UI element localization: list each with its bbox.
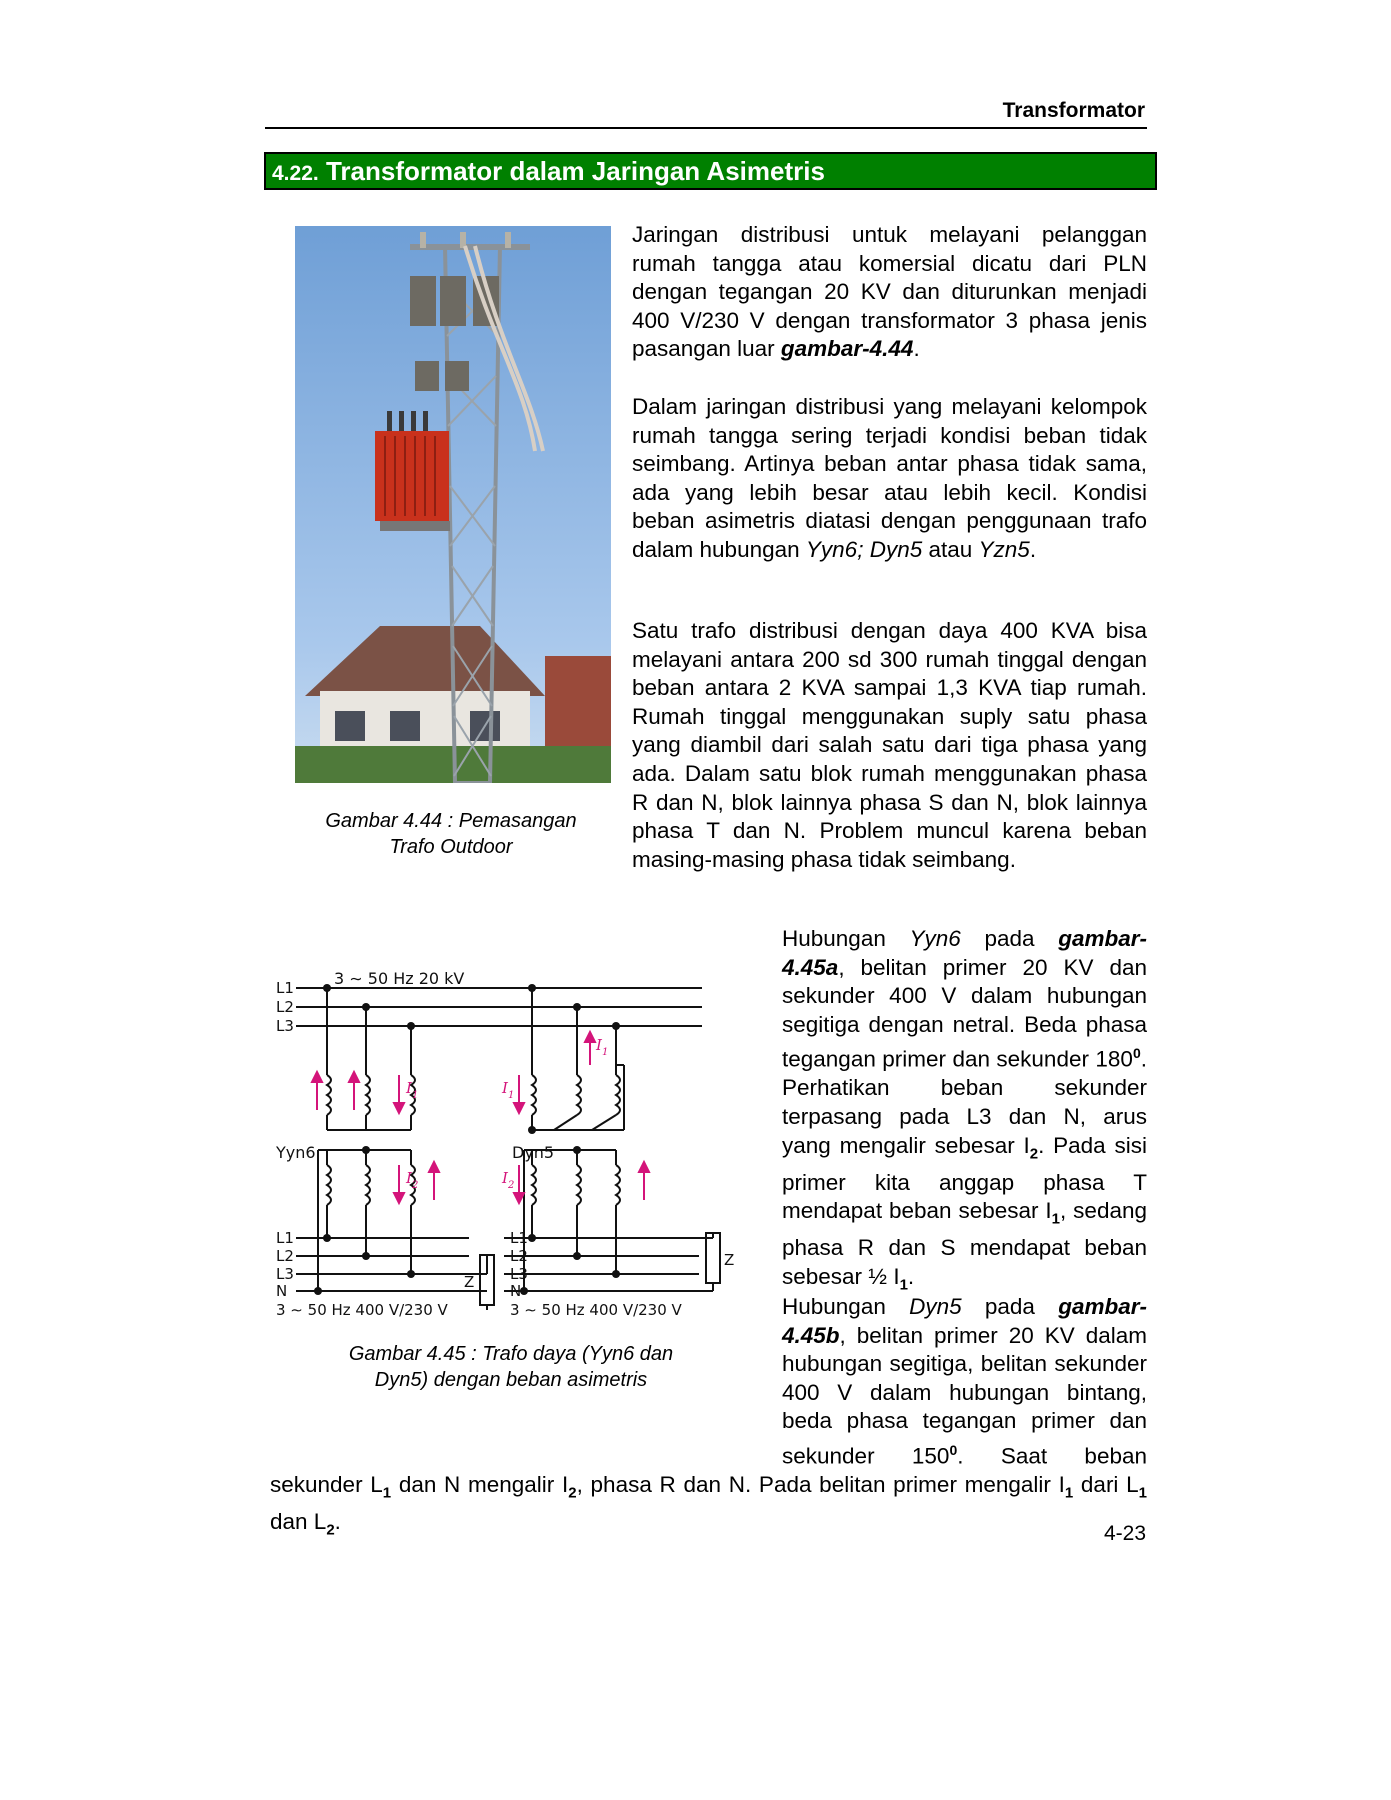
p5-degree: 0	[949, 1441, 958, 1458]
paragraph-3-text: Satu trafo distribusi dengan daya 400 KVA bisa melayani antara 200 sd 300 rumah tinggal dengan beban antara 2 KVA sampai 1,3 KVA tiap rumah. Rumah tinggal menggunakan suply satu phasa yang diambil dari salah satu dari tiga phasa yang ada. Dalam satu blok rumah menggunakan phasa R dan N, blok lainnya phasa S dan N, blok lainnya phasa T dan N. Problem muncul karena beban masing-masing phasa tidak seimbang.	[632, 618, 1147, 872]
p4-e: . Pada sisi primer kita anggap phasa T mendapat beban sebesar I	[782, 1132, 1147, 1224]
figure-ref-4-45a: gambar-4.45a	[782, 926, 1147, 980]
paragraph-2-text: Dalam jaringan distribusi yang melayani kelompok rumah tangga sering terjadi kondisi beban tidak seimbang. Artinya beban antar phasa tidak sama, ada yang lebih besar atau lebih kecil. Kondisi beban asimetris diatasi dengan penggunaan trafo dalam hubungan	[632, 394, 1147, 562]
paragraph-1	[632, 221, 1147, 364]
dia-label-l3-lv-b: L3	[510, 1265, 528, 1283]
p5-g: dari L	[1073, 1472, 1139, 1498]
dia-label-yyn6: Yyn6	[276, 1143, 316, 1162]
p5-d: . Saat beban sekunder L	[270, 1443, 1147, 1498]
dia-label-i1-sub-dyn5: 1	[508, 1090, 515, 1101]
p5-f: , phasa R dan N. Pada belitan primer mengalir I	[576, 1472, 1065, 1498]
dia-label-i2-yyn6: I	[406, 1169, 412, 1187]
figure-4-44-caption-line2: Trafo Outdoor	[389, 836, 513, 858]
dia-label-i1-yyn6: I	[406, 1079, 412, 1097]
figure-ref-4-44: gambar-4.44	[780, 336, 914, 362]
p5-e: dan N mengalir I	[391, 1472, 569, 1498]
paragraph-1-text: Jaringan distribusi untuk melayani pelanggan rumah tangga atau komersial dicatu dari PLN dengan tegangan 20 KV dan diturunkan menjadi 400 V/230 V dengan transformator 3 phasa jenis pasangan luar	[632, 222, 1147, 362]
p4-a: Hubungan	[782, 926, 910, 951]
p5-b: pada	[961, 1294, 1059, 1319]
figure-4-45-caption	[300, 1341, 722, 1393]
paragraph-2-or: atau	[922, 536, 979, 562]
dia-label-l3-lv-a: L3	[276, 1265, 294, 1283]
dia-label-i1-dyn5: I	[502, 1079, 508, 1097]
dia-label-i2-sub-dyn5: 2	[508, 1180, 515, 1191]
dia-label-supply-hv: 3 ∼ 50 Hz 20 kV	[334, 969, 465, 988]
paragraph-1-end: .	[913, 336, 920, 362]
p4-degree: 0	[1132, 1045, 1141, 1062]
dia-label-n-lv-a: N	[276, 1282, 288, 1300]
figure-4-45-caption-line2: Dyn5) dengan beban asimetris	[374, 1369, 648, 1391]
p4-g: .	[907, 1264, 915, 1290]
running-header	[265, 95, 1147, 129]
dia-label-l2-hv: L2	[276, 998, 294, 1016]
dia-label-i1-top-dyn5: I	[596, 1036, 602, 1054]
dia-label-z-a: Z	[464, 1273, 475, 1291]
p5-h: dan L	[270, 1509, 327, 1535]
paragraph-3	[632, 617, 1147, 874]
p5-s2: 2	[568, 1484, 577, 1502]
p4-b: pada	[960, 926, 1059, 951]
dia-label-i1-top-sub-dyn5: 1	[602, 1047, 609, 1058]
p4-f: , sedang phasa R dan S mendapat beban sebesar ½ I	[782, 1198, 1147, 1290]
page-number: 4-23	[1103, 1522, 1146, 1545]
figure-4-45-caption-line1: Gambar 4.45 : Trafo daya (Yyn6 dan	[348, 1343, 674, 1365]
dia-label-supply-lv-a: 3 ∼ 50 Hz 400 V/230 V	[276, 1301, 448, 1318]
connection-types: Yyn6; Dyn5	[805, 536, 923, 562]
p5-s5: 2	[326, 1521, 335, 1539]
p5-s4: 1	[1138, 1484, 1147, 1502]
paragraph-5	[270, 1293, 1147, 1545]
p5-a: Hubungan	[782, 1294, 910, 1319]
dia-label-i2-dyn5: I	[502, 1169, 508, 1187]
dia-label-l2-lv-a: L2	[276, 1247, 294, 1265]
dia-label-dyn5: Dyn5	[512, 1143, 555, 1162]
p5-connection: Dyn5	[909, 1294, 962, 1319]
dia-label-l3-hv: L3	[276, 1017, 294, 1035]
dia-label-i1-sub-yyn6: 1	[412, 1090, 419, 1101]
dia-label-l2-lv-b: L2	[510, 1247, 528, 1265]
connection-type-yzn5: Yzn5	[978, 536, 1030, 562]
dia-label-l1-lv-b: L1	[510, 1229, 528, 1247]
figure-4-44-caption	[290, 808, 612, 860]
p5-s1: 1	[382, 1484, 392, 1502]
dia-label-l1-hv: L1	[276, 979, 294, 997]
section-title-bar	[264, 152, 1157, 190]
p4-connection: Yyn6	[909, 926, 961, 951]
header-title: Transformator	[1002, 99, 1145, 122]
dia-label-i2-sub-yyn6: 2	[412, 1180, 419, 1191]
transformer-connection-diagram	[274, 965, 750, 1318]
section-title: Transformator dalam Jaringan Asimetris	[325, 156, 825, 186]
p4-sub1b: 1	[899, 1276, 908, 1294]
p4-c: , belitan primer 20 KV dan sekunder 400 V dalam hubungan segitiga dengan netral. Beda phasa tegangan primer dan sekunder 180	[782, 954, 1147, 1072]
p4-sub2: 2	[1029, 1145, 1039, 1163]
p5-c: , belitan primer 20 KV dalam hubungan segitiga, belitan sekunder 400 V dalam hubungan bintang, beda phasa tegangan primer dan sekunder 150	[782, 1322, 1147, 1469]
p5-i: .	[334, 1509, 341, 1535]
section-number: 4.22.	[272, 162, 319, 185]
p5-s3: 1	[1064, 1484, 1074, 1502]
p4-d: . Perhatikan beban sekunder terpasang pada L3 dan N, arus yang mengalir sebesar I	[782, 1046, 1147, 1158]
dia-label-z-b: Z	[724, 1251, 735, 1269]
paragraph-2	[632, 393, 1147, 565]
dia-label-l1-lv-a: L1	[276, 1229, 294, 1247]
paragraph-4	[782, 925, 1147, 1300]
figure-4-44-caption-line1: Gambar 4.44 : Pemasangan	[325, 810, 577, 832]
dia-label-n-lv-b: N	[510, 1282, 522, 1300]
outdoor-transformer-photo	[295, 226, 611, 783]
figure-ref-4-45b: gambar-4.45b	[782, 1294, 1147, 1348]
paragraph-2-end: .	[1029, 536, 1037, 562]
p4-sub1: 1	[1051, 1210, 1061, 1228]
dia-label-supply-lv-b: 3 ∼ 50 Hz 400 V/230 V	[510, 1301, 682, 1318]
